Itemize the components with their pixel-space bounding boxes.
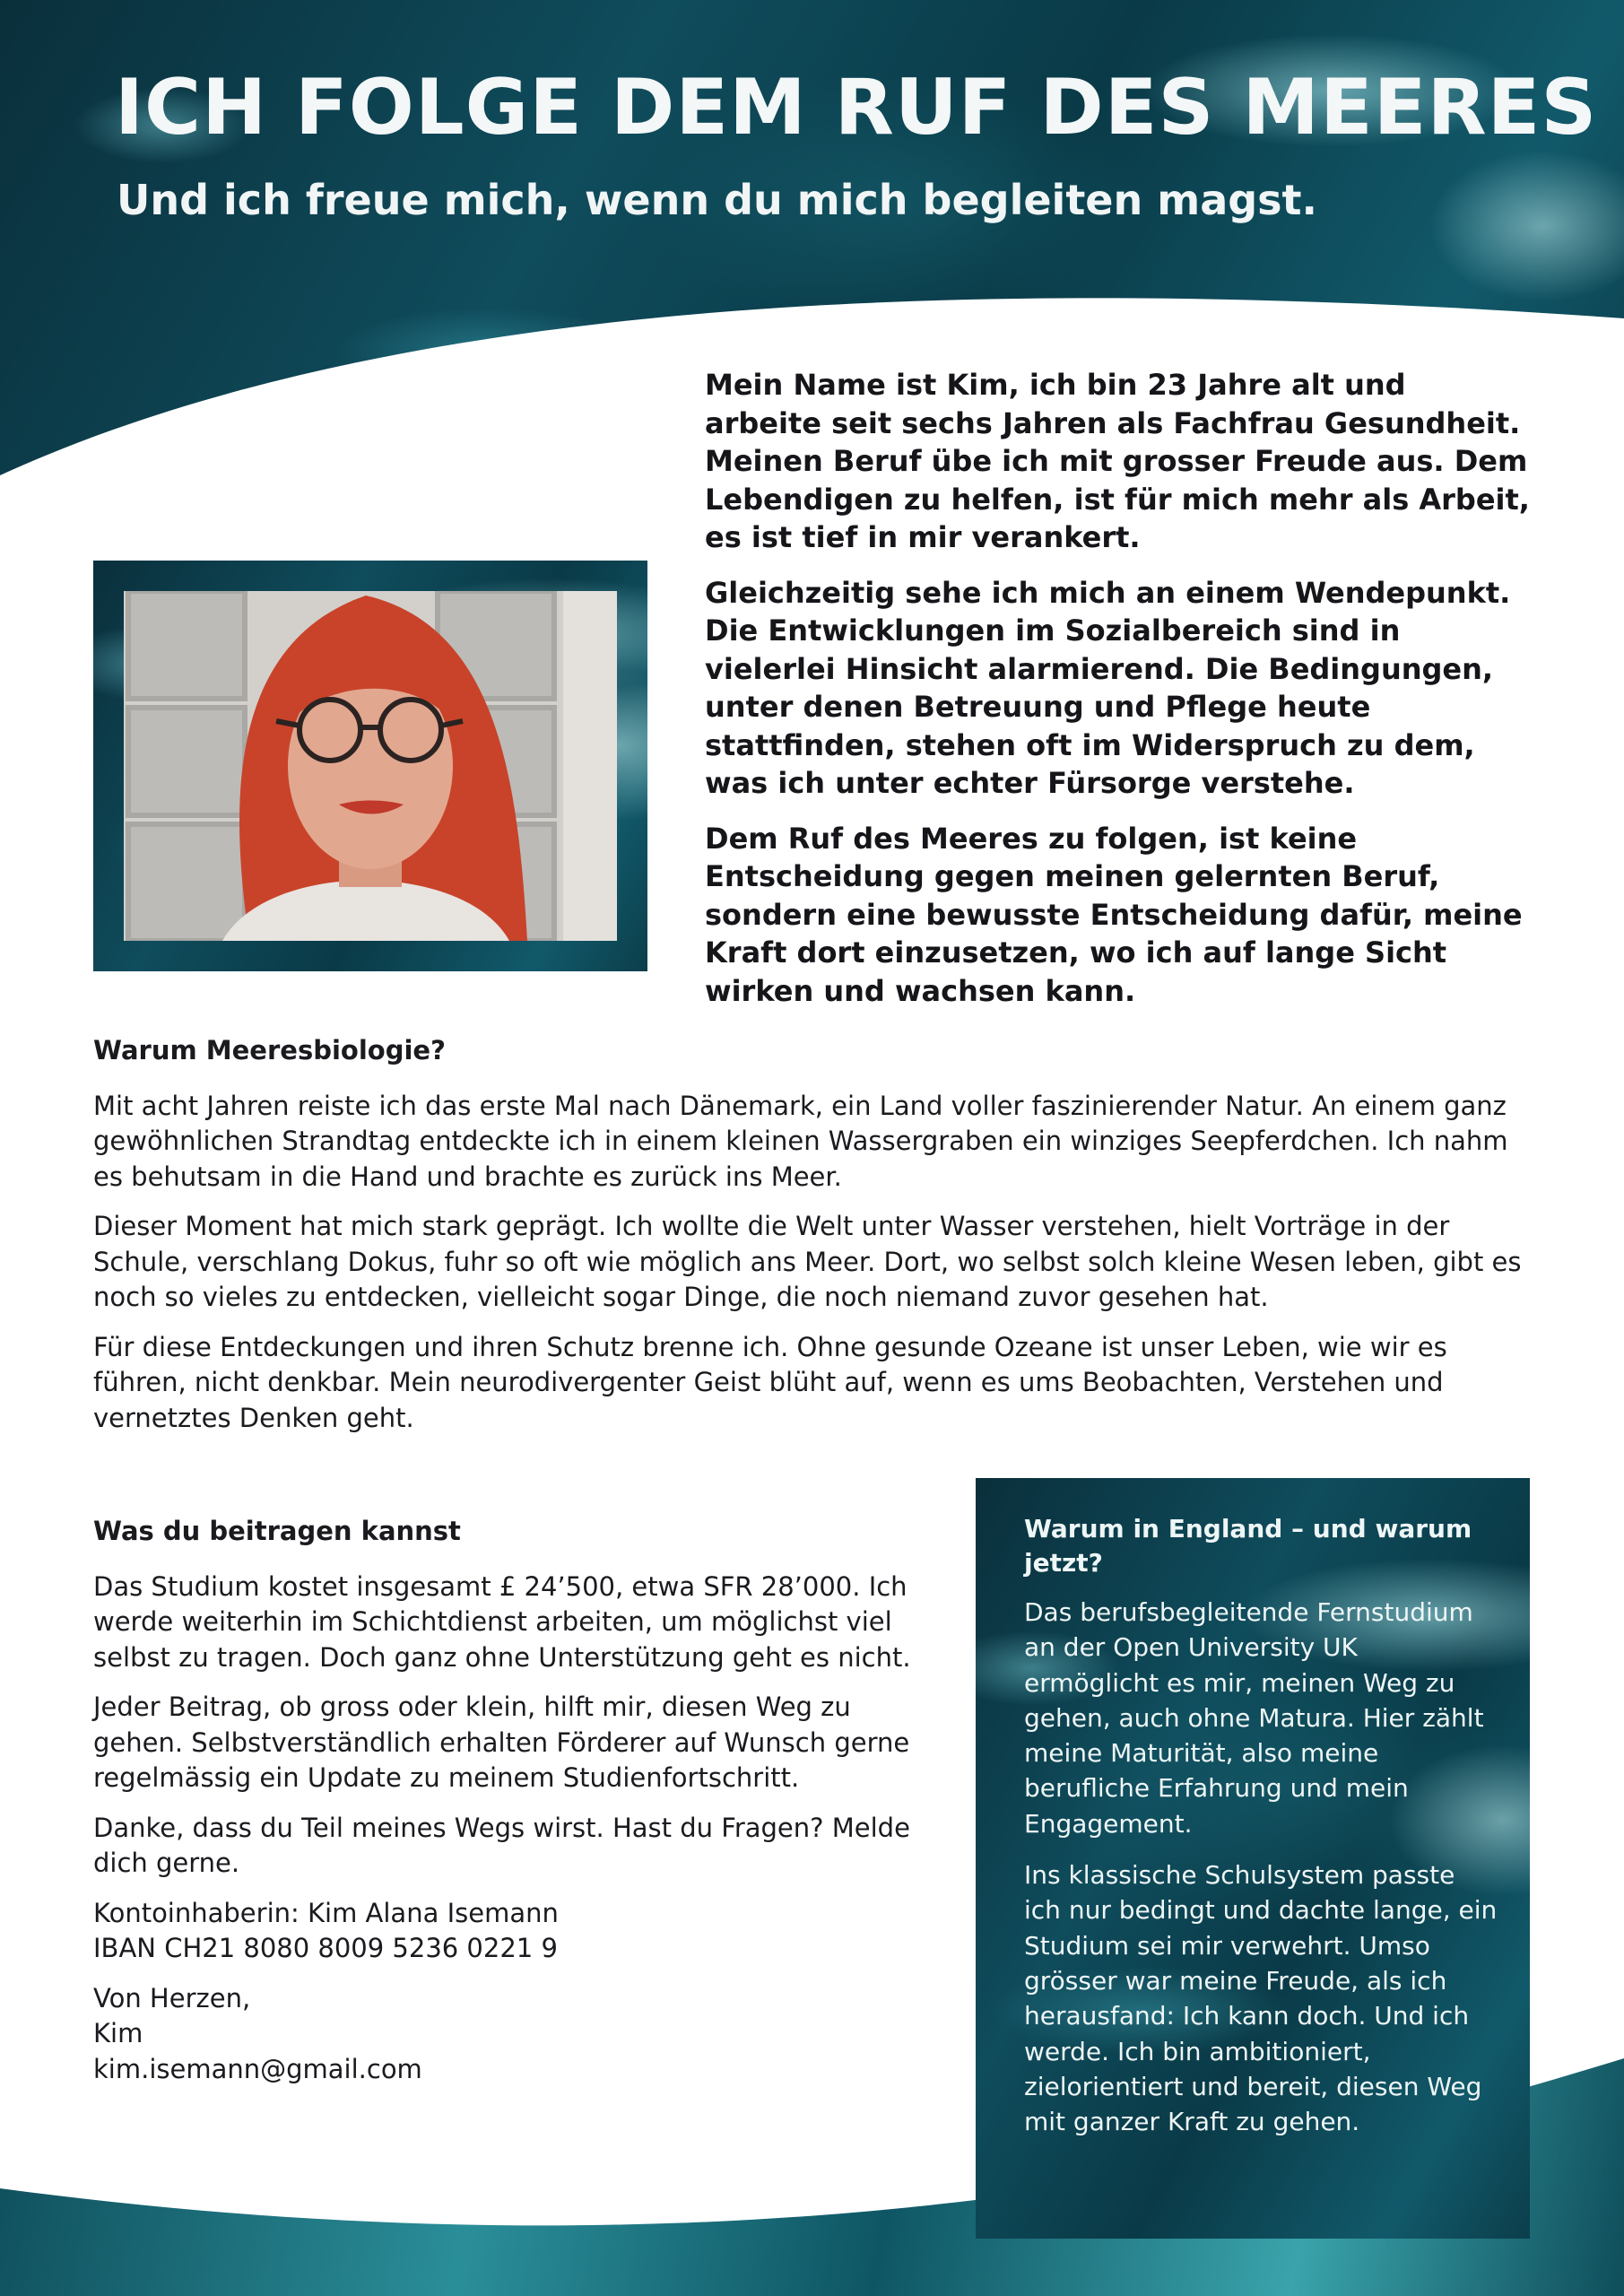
box-heading: Warum in England – und warum jetzt? bbox=[1024, 1514, 1472, 1578]
portrait-illustration bbox=[124, 591, 617, 941]
section-heading: Was du beitragen kannst bbox=[93, 1516, 461, 1546]
page-subtitle: Und ich freue mich, wenn du mich begleiten magst. bbox=[117, 176, 1318, 224]
box-paragraph: Das berufsbegleitende Fernstudium an der Open University UK ermöglicht es mir, meinen Weg zu gehen, auch ohne Matura. Hier zählt meine Maturität, also meine berufliche Erfahrung und mein Engagement. bbox=[1024, 1597, 1484, 1839]
portrait-photo bbox=[124, 591, 617, 941]
closing: Von Herzen, bbox=[93, 1982, 251, 2013]
section-why-marine-biology bbox=[93, 1033, 1528, 1450]
iban: IBAN CH21 8080 8009 5236 0221 9 bbox=[93, 1933, 558, 1963]
page-title: ICH FOLGE DEM RUF DES MEERES bbox=[115, 63, 1598, 152]
signature-name: Kim bbox=[93, 2018, 143, 2048]
section-paragraph: Mit acht Jahren reiste ich das erste Mal nach Dänemark, ein Land voller faszinierender Natur. An einem ganz gewöhnlichen Strandtag entdeckte ich in einem kleinen Wassergraben ein winziges Seepferdchen. Ich nahm es behutsam in die Hand und brachte es zurück ins Meer. bbox=[93, 1090, 1508, 1192]
photo-frame bbox=[93, 561, 647, 971]
section-paragraph: Danke, dass du Teil meines Wegs wirst. Hast du Fragen? Melde dich gerne. bbox=[93, 1812, 910, 1878]
email-address[interactable]: kim.isemann@gmail.com bbox=[93, 2053, 422, 2084]
section-paragraph: Jeder Beitrag, ob gross oder klein, hilft mir, diesen Weg zu gehen. Selbstverständlich erhalten Förderer auf Wunsch gerne regelmässig ein Update zu meinem Studienfortschritt. bbox=[93, 1692, 910, 1793]
section-paragraph: Dieser Moment hat mich stark geprägt. Ich wollte die Welt unter Wasser verstehen, hielt Vorträge in der Schule, verschlang Dokus, fuhr so oft wie möglich ans Meer. Dort, wo selbst solch kleine Wesen leben, gibt es noch so vieles zu entdecken, vielleicht sogar Dinge, die noch niemand zuvor gesehen hat. bbox=[93, 1211, 1522, 1312]
section-contribute bbox=[93, 1514, 927, 2101]
signature-block bbox=[93, 1981, 927, 2088]
england-info-box bbox=[976, 1478, 1530, 2239]
bank-details bbox=[93, 1896, 927, 1967]
section-paragraph: Für diese Entdeckungen und ihren Schutz brenne ich. Ohne gesunde Ozeane ist unser Leben, wie wir es führen, nicht denkbar. Mein neurodivergenter Geist blüht auf, wenn es ums Beobachten, Verstehen und vernetztes Denken geht. bbox=[93, 1331, 1447, 1433]
intro-paragraph: Dem Ruf des Meeres zu folgen, ist keine Entscheidung gegen meinen gelernten Beruf, sondern eine bewusste Entscheidung dafür, meine Kraft dort einzusetzen, wo ich auf lange Sicht wirken und wachsen kann. bbox=[705, 821, 1523, 1008]
section-paragraph: Das Studium kostet insgesamt £ 24’500, etwa SFR 28’000. Ich werde weiterhin im Schichtdienst arbeiten, um möglichst viel selbst zu tragen. Doch ganz ohne Unterstützung geht es nicht. bbox=[93, 1570, 911, 1673]
intro-paragraph: Mein Name ist Kim, ich bin 23 Jahre alt und arbeite seit sechs Jahren als Fachfrau Gesundheit. Meinen Beruf übe ich mit grosser Freude aus. Dem Lebendigen zu helfen, ist für mich mehr als Arbeit, es ist tief in mir verankert. bbox=[705, 368, 1530, 554]
account-holder: Kontoinhaberin: Kim Alana Isemann bbox=[93, 1897, 559, 1928]
intro-paragraph: Gleichzeitig sehe ich mich an einem Wendepunkt. Die Entwicklungen im Sozialbereich sind in vielerlei Hinsicht alarmierend. Die Bedingungen, unter denen Betreuung und Pflege heute stattfinden, stehen oft im Widerspruch zu dem, was ich unter echter Fürsorge verstehe. bbox=[705, 575, 1511, 800]
box-paragraph: Ins klassische Schulsystem passte ich nur bedingt und dachte lange, ein Studium sei mir verwehrt. Umso grösser war meine Freude, als ich herausfand: Ich kann doch. Und ich werde. Ich bin ambitioniert, zielorientiert und bereit, diesen Weg mit ganzer Kraft zu gehen. bbox=[1024, 1860, 1498, 2137]
intro-text bbox=[705, 366, 1530, 1027]
england-info-text bbox=[1024, 1512, 1498, 2155]
section-heading: Warum Meeresbiologie? bbox=[93, 1035, 446, 1065]
